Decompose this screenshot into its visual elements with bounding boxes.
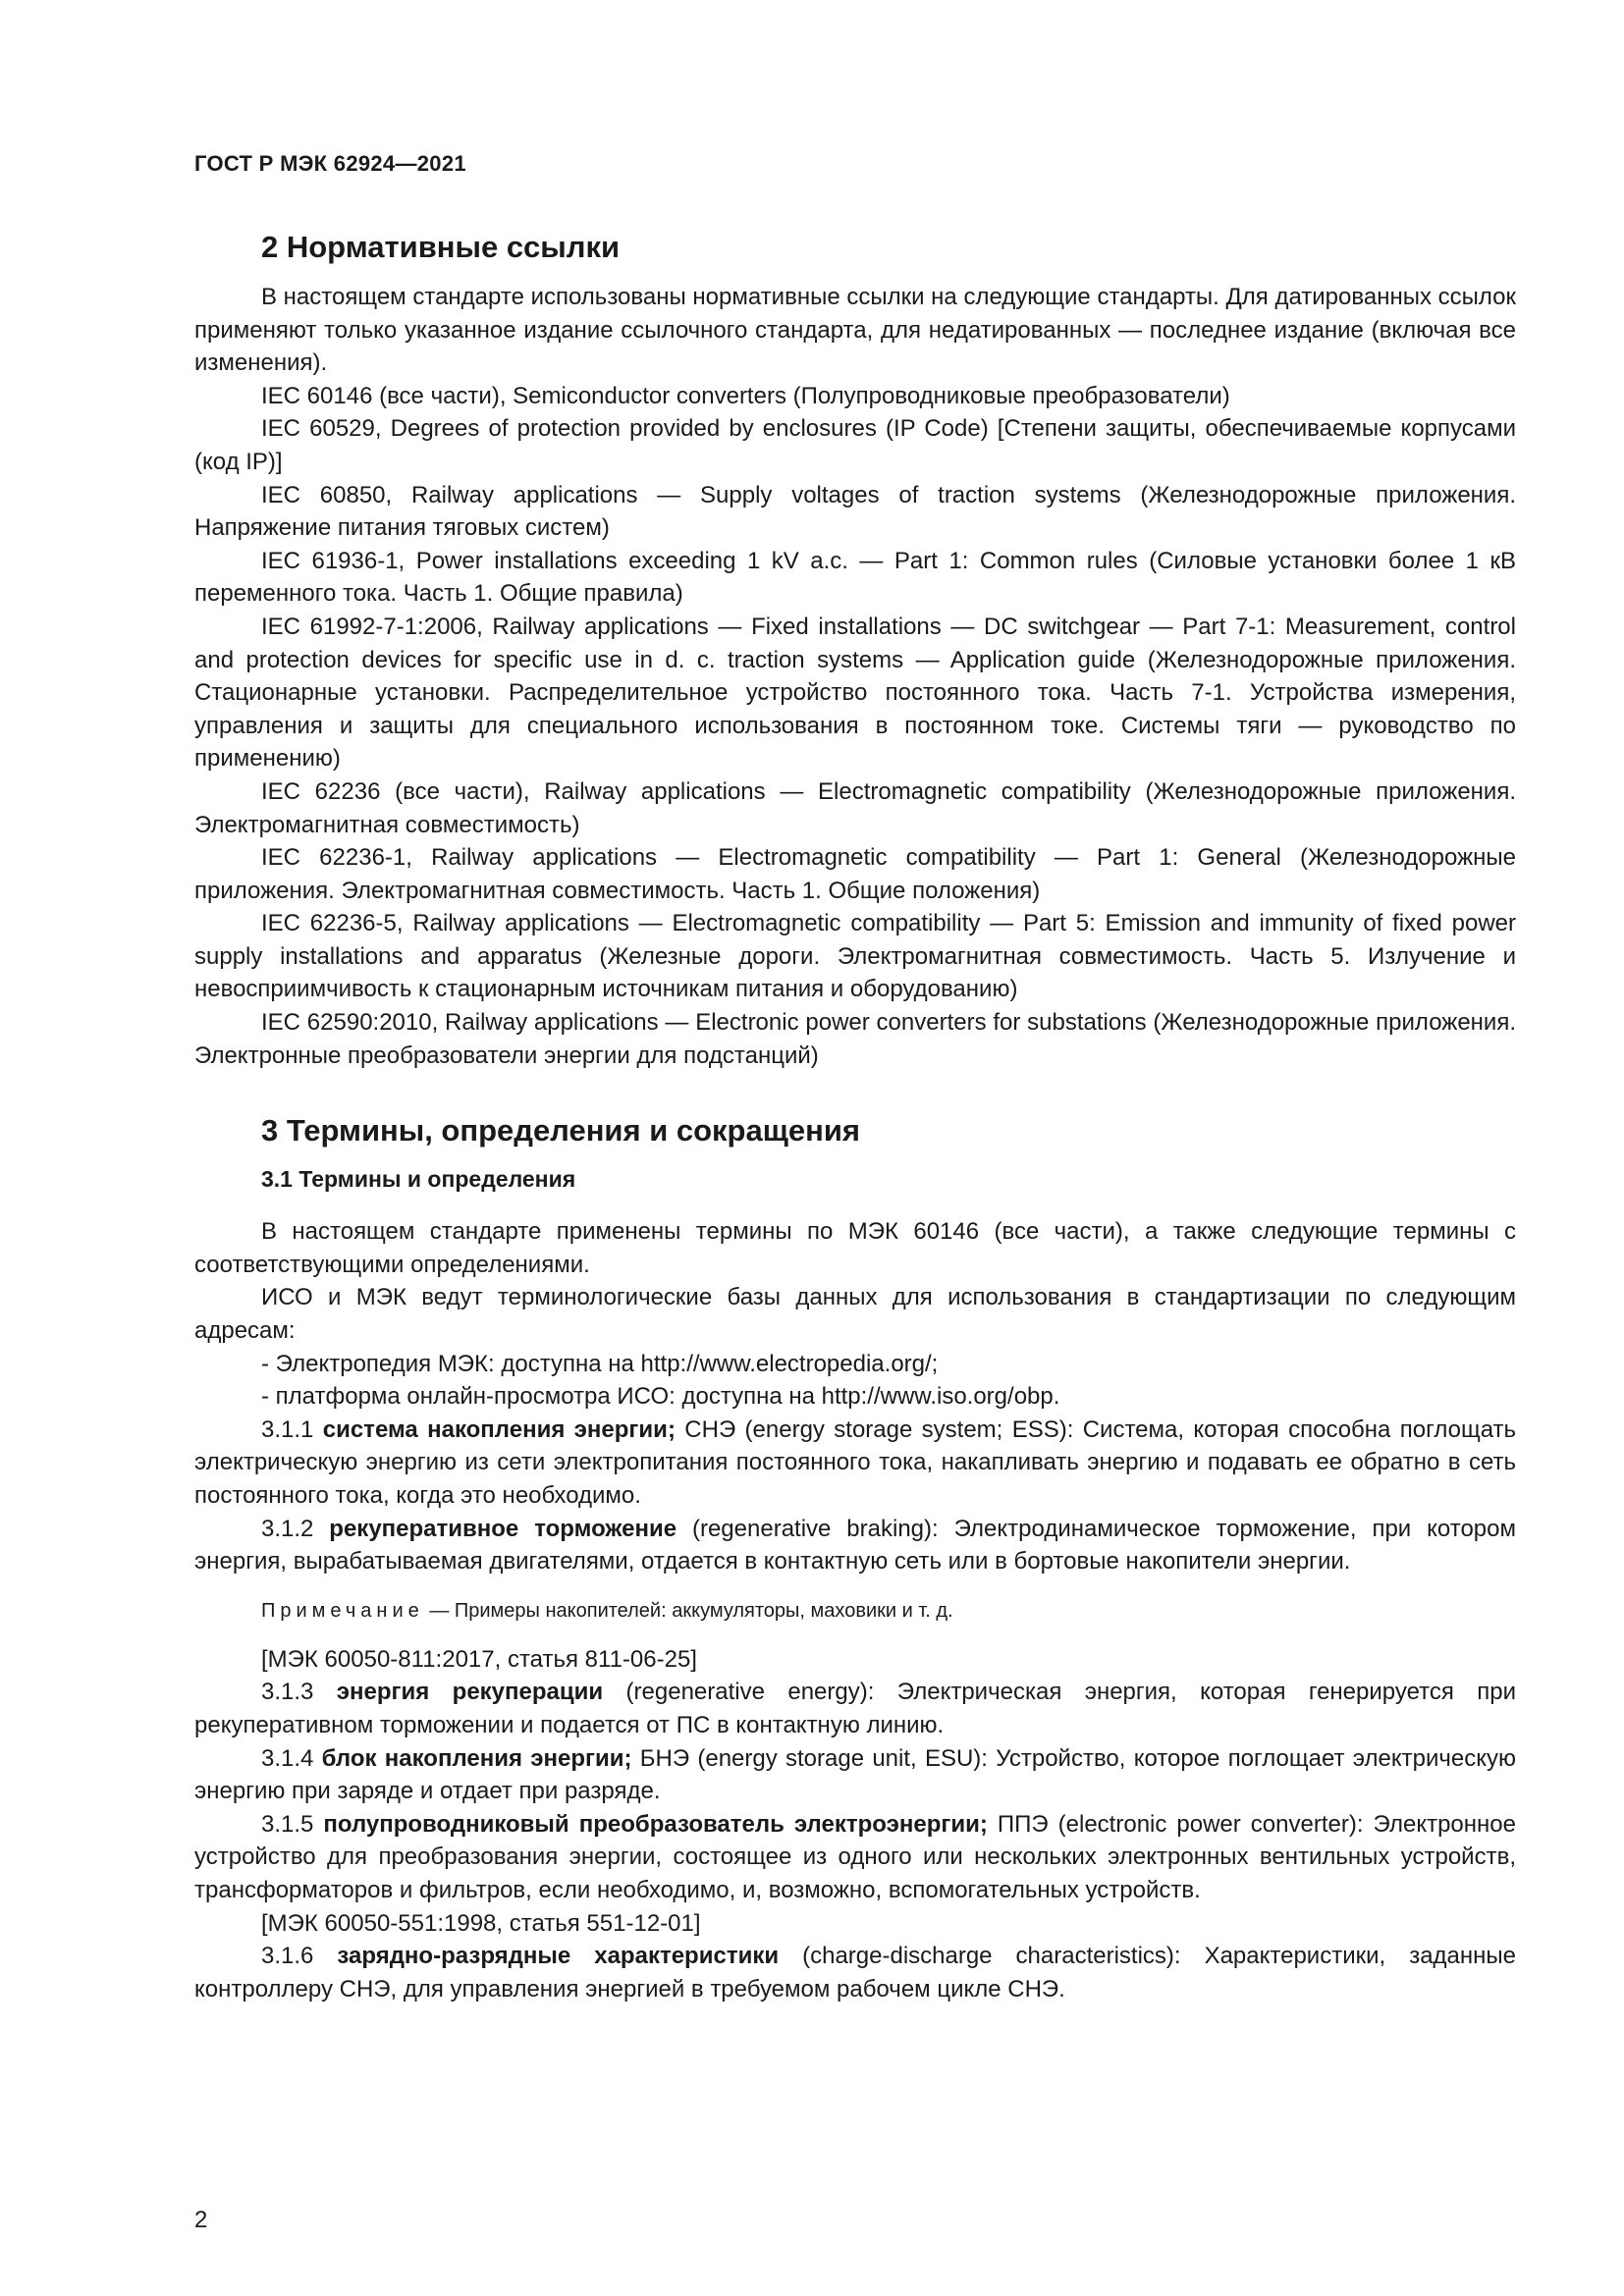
page-content <box>194 228 1516 2005</box>
term-number: 3.1.2 <box>261 1515 330 1542</box>
section-3-intro-1: В настоящем стандарте применены термины по МЭК 60146 (все части), а также следующие термины с соответствующими определениями. <box>194 1218 1516 1278</box>
term-name: полупроводниковый преобразователь электроэнергии; <box>323 1810 988 1838</box>
subsection-3-1-title: 3.1 Термины и определения <box>261 1166 576 1193</box>
section-2-intro: В настоящем стандарте использованы нормативные ссылки на следующие стандарты. Для датированных ссылок применяют только указанное издание ссылочного стандарта, для недатированных — последнее издание (включая все изменения). <box>194 284 1516 377</box>
term-definition: (regenerative braking): Электродинамическое торможение, при котором энергия, вырабатываемая двигателями, отдается в контактную сеть или в бортовые накопители энергии. <box>194 1515 1516 1575</box>
source-reference-811: [МЭК 60050-811:2017, статья 811-06-25] <box>261 1645 697 1673</box>
reference-iec-61936-1: IEC 61936-1, Power installations exceeding 1 kV a.c. — Part 1: Common rules (Силовые установки более 1 кВ переменного тока. Часть 1. Общие правила) <box>194 547 1516 608</box>
electropedia-link-line: - Электропедия МЭК: доступна на http://www.electropedia.org/; <box>261 1350 939 1377</box>
term-definition: СНЭ (energy storage system; ESS): Система, которая способна поглощать электрическую энергию из сети электропитания постоянного тока, накапливать энергию и подавать ее обратно в сеть постоянного тока, когда это необходимо. <box>194 1415 1517 1509</box>
reference-iec-62590: IEC 62590:2010, Railway applications — Electronic power converters for substations (Железнодорожные приложения. Электронные преобразователи энергии для подстанций) <box>194 1009 1516 1069</box>
reference-iec-60146: IEC 60146 (все части), Semiconductor converters (Полупроводниковые преобразователи) <box>261 382 1230 409</box>
term-definition: (charge-discharge characteristics): Характеристики, заданные контроллеру СНЭ, для управления энергией в требуемом рабочем цикле СНЭ. <box>194 1943 1516 2002</box>
term-number: 3.1.4 <box>261 1744 322 1772</box>
term-name: рекуперативное торможение <box>329 1515 677 1542</box>
note-label: Примечание <box>261 1599 424 1622</box>
term-definition: (regenerative energy): Электрическая энергия, которая генерируется при рекуперативном торможении и подается от ПС в контактную линию. <box>194 1679 1516 1738</box>
document-code-header: ГОСТ Р МЭК 62924—2021 <box>194 151 466 176</box>
term-number: 3.1.3 <box>261 1679 337 1706</box>
reference-iec-61992-7-1: IEC 61992-7-1:2006, Railway applications — Fixed installations — DC switchgear — Part 7-1: Measurement, control and protection devices for specific use in d. c. traction systems — Application guide (Железнодорожные приложения. Стационарные установки. Распределительное устройство постоянного тока. Часть 7-1. Устройства измерения, управления и защиты для специального использования в постоянном токе. Системы тяги — руководство по применению) <box>194 613 1516 773</box>
reference-iec-62236: IEC 62236 (все части), Railway applications — Electromagnetic compatibility (Железнодорожные приложения. Электромагнитная совместимость) <box>194 777 1516 838</box>
term-3-1-6 <box>194 1940 1516 2005</box>
section-2-title: 2 Нормативные ссылки <box>261 230 621 264</box>
reference-iec-60850: IEC 60850, Railway applications — Supply voltages of traction systems (Железнодорожные приложения. Напряжение питания тяговых систем) <box>194 481 1516 542</box>
term-definition: БНЭ (energy storage unit, ESU): Устройство, которое поглощает электрическую энергию при заряде и отдает при разряде. <box>194 1744 1516 1805</box>
note-text: — Примеры накопителей: аккумуляторы, маховики и т. д. <box>423 1599 953 1622</box>
term-3-1-4 <box>194 1742 1516 1808</box>
term-name: блок накопления энергии; <box>321 1744 632 1772</box>
term-number: 3.1.6 <box>261 1943 338 1970</box>
reference-iec-62236-5: IEC 62236-5, Railway applications — Electromagnetic compatibility — Part 5: Emission and immunity of fixed power supply installations and apparatus (Железные дороги. Электромагнитная совместимость. Часть 5. Излучение и невосприимчивость к стационарным источникам питания и оборудованию) <box>194 910 1516 1003</box>
term-3-1-3 <box>194 1676 1516 1741</box>
term-3-1-5 <box>194 1808 1516 1907</box>
note <box>194 1596 1516 1626</box>
term-name: энергия рекуперации <box>336 1679 604 1706</box>
section-3-intro-2: ИСО и МЭК ведут терминологические базы данных для использования в стандартизации по следующим адресам: <box>194 1284 1516 1345</box>
term-3-1-2 <box>194 1513 1516 1578</box>
source-reference-551: [МЭК 60050-551:1998, статья 551-12-01] <box>261 1909 701 1937</box>
term-name: зарядно-разрядные характеристики <box>337 1943 780 1970</box>
iso-obp-link-line: - платформа онлайн-просмотра ИСО: доступна на http://www.iso.org/obp. <box>261 1383 1060 1411</box>
page-number: 2 <box>194 2207 208 2233</box>
term-number: 3.1.5 <box>261 1810 324 1838</box>
term-number: 3.1.1 <box>261 1415 323 1443</box>
term-definition: ППЭ (electronic power converter): Электронное устройство для преобразования энергии, состоящее из одного или нескольких электронных вентильных устройств, трансформаторов и фильтров, если необходимо, и, возможно, вспомогательных устройств. <box>194 1810 1516 1903</box>
term-name: система накопления энергии; <box>322 1415 676 1443</box>
term-3-1-1 <box>194 1414 1516 1513</box>
reference-iec-60529: IEC 60529, Degrees of protection provided by enclosures (IP Code) [Степени защиты, обеспечиваемые корпусами (код IP)] <box>194 415 1516 475</box>
section-3-title: 3 Термины, определения и сокращения <box>261 1113 860 1148</box>
reference-iec-62236-1: IEC 62236-1, Railway applications — Electromagnetic compatibility — Part 1: General (Железнодорожные приложения. Электромагнитная совместимость. Часть 1. Общие положения) <box>194 844 1516 904</box>
